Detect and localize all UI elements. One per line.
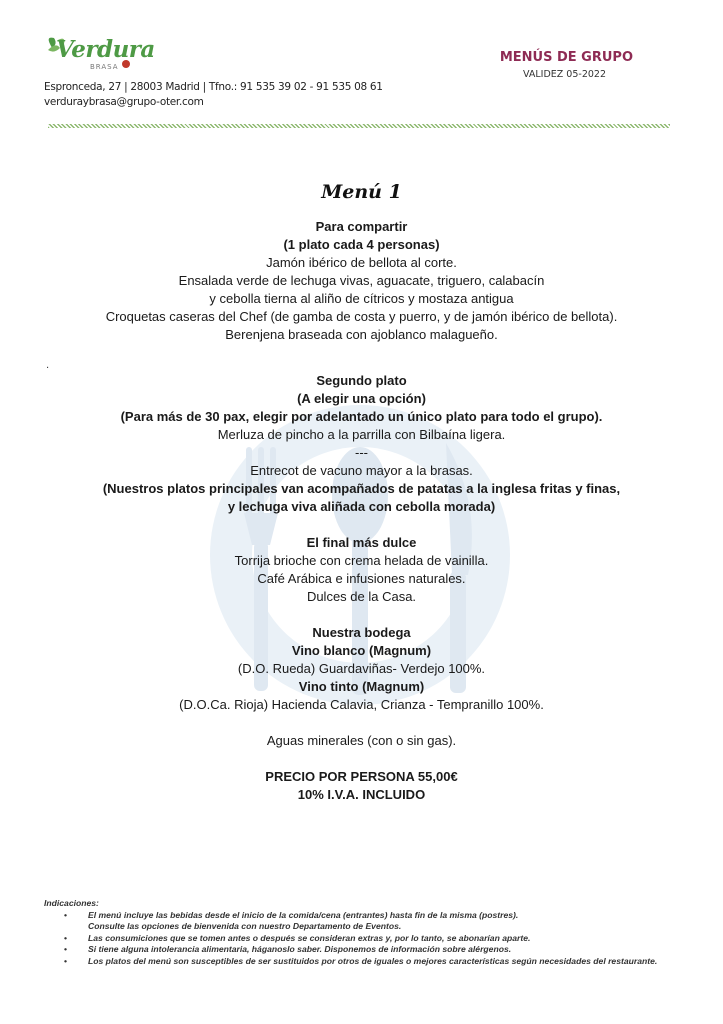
note-item: • El menú incluye las bebidas desde el inicio de la comida/cena (entrantes) hasta fin de la misma (postres). Consulte las opciones de bienvenida con nuestro Departamento de Eventos. xyxy=(44,910,684,933)
accompaniment-note: (Nuestros platos principales van acompañados de patatas a la inglesa fritas y finas, xyxy=(102,481,621,496)
accompaniment-note: y lechuga viva aliñada con cebolla morada) xyxy=(227,499,496,514)
menu-item: Dulces de la Casa. xyxy=(306,589,417,604)
logo-text: Verdura xyxy=(56,36,155,63)
vat-note: 10% I.V.A. INCLUIDO xyxy=(297,787,426,802)
notes-section xyxy=(44,898,684,967)
validity-date: VALIDEZ 05-2022 xyxy=(522,69,606,80)
menu-item: Torrija brioche con crema helada de vainilla. xyxy=(234,553,489,568)
section-heading-bodega: Nuestra bodega xyxy=(312,625,411,640)
logo-subtext: BRASA xyxy=(90,63,119,71)
wine-white: (D.O. Rueda) Guardaviñas- Verdejo 100%. xyxy=(237,661,486,676)
menu-item: Ensalada verde de lechuga vivas, aguacate, triguero, calabacín xyxy=(178,273,545,288)
note-item: • Los platos del menú son susceptibles de ser sustituidos por otros de iguales o mejores características según necesidades del restaurante. xyxy=(44,956,684,968)
menus-title: MENÚS DE GRUPO xyxy=(499,50,633,65)
menu-title: Menú 1 xyxy=(321,181,402,203)
stray-dot: . xyxy=(46,360,50,371)
option-separator: --- xyxy=(355,445,368,460)
contact-block xyxy=(44,80,383,110)
section-subheading-segundo: (A elegir una opción) xyxy=(297,391,426,406)
menu-item: Entrecot de vacuno mayor a la brasas. xyxy=(250,463,473,478)
menu-item: y cebolla tierna al aliño de cítricos y mostaza antigua xyxy=(209,291,514,306)
section-heading-compartir: Para compartir xyxy=(315,219,408,234)
wine-white-heading: Vino blanco (Magnum) xyxy=(291,643,432,658)
note-item: • Las consumiciones que se tomen antes o después se consideran extras y, por lo tanto, se abonarían aparte. xyxy=(44,933,684,945)
menu-content xyxy=(40,178,683,804)
wine-red: (D.O.Ca. Rioja) Hacienda Calavia, Crianza - Tempranillo 100%. xyxy=(179,697,544,712)
menu-item: Café Arábica e infusiones naturales. xyxy=(257,571,466,586)
notes-list xyxy=(44,910,684,968)
menu-item: Merluza de pincho a la parrilla con Bilbaína ligera. xyxy=(217,427,506,442)
water-item: Aguas minerales (con o sin gas). xyxy=(266,733,457,748)
price: PRECIO POR PERSONA 55,00€ xyxy=(265,769,458,784)
header-divider xyxy=(48,124,670,128)
section-heading-segundo: Segundo plato xyxy=(316,373,407,388)
notes-heading: Indicaciones: xyxy=(44,898,99,908)
wine-red-heading: Vino tinto (Magnum) xyxy=(298,679,425,694)
menu-item: Berenjena braseada con ajoblanco malagueño. xyxy=(225,327,498,342)
menu-item: Croquetas caseras del Chef (de gamba de costa y puerro, y de jamón ibérico de bellota). xyxy=(105,309,618,324)
note-item: • Si tiene alguna intolerancia alimentaria, háganoslo saber. Disponemos de información sobre alérgenos. xyxy=(44,944,684,956)
address-line: Espronceda, 27 | 28003 Madrid | Tfno.: 91 535 39 02 - 91 535 08 61 xyxy=(44,81,383,93)
section-heading-final: El final más dulce xyxy=(306,535,417,550)
section-subheading-compartir: (1 plato cada 4 personas) xyxy=(283,237,440,252)
email-line: verduraybrasa@grupo-oter.com xyxy=(44,96,204,108)
menu-item: Jamón ibérico de bellota al corte. xyxy=(266,255,457,270)
segundo-note: (Para más de 30 pax, elegir por adelantado un único plato para todo el grupo). xyxy=(120,409,603,424)
